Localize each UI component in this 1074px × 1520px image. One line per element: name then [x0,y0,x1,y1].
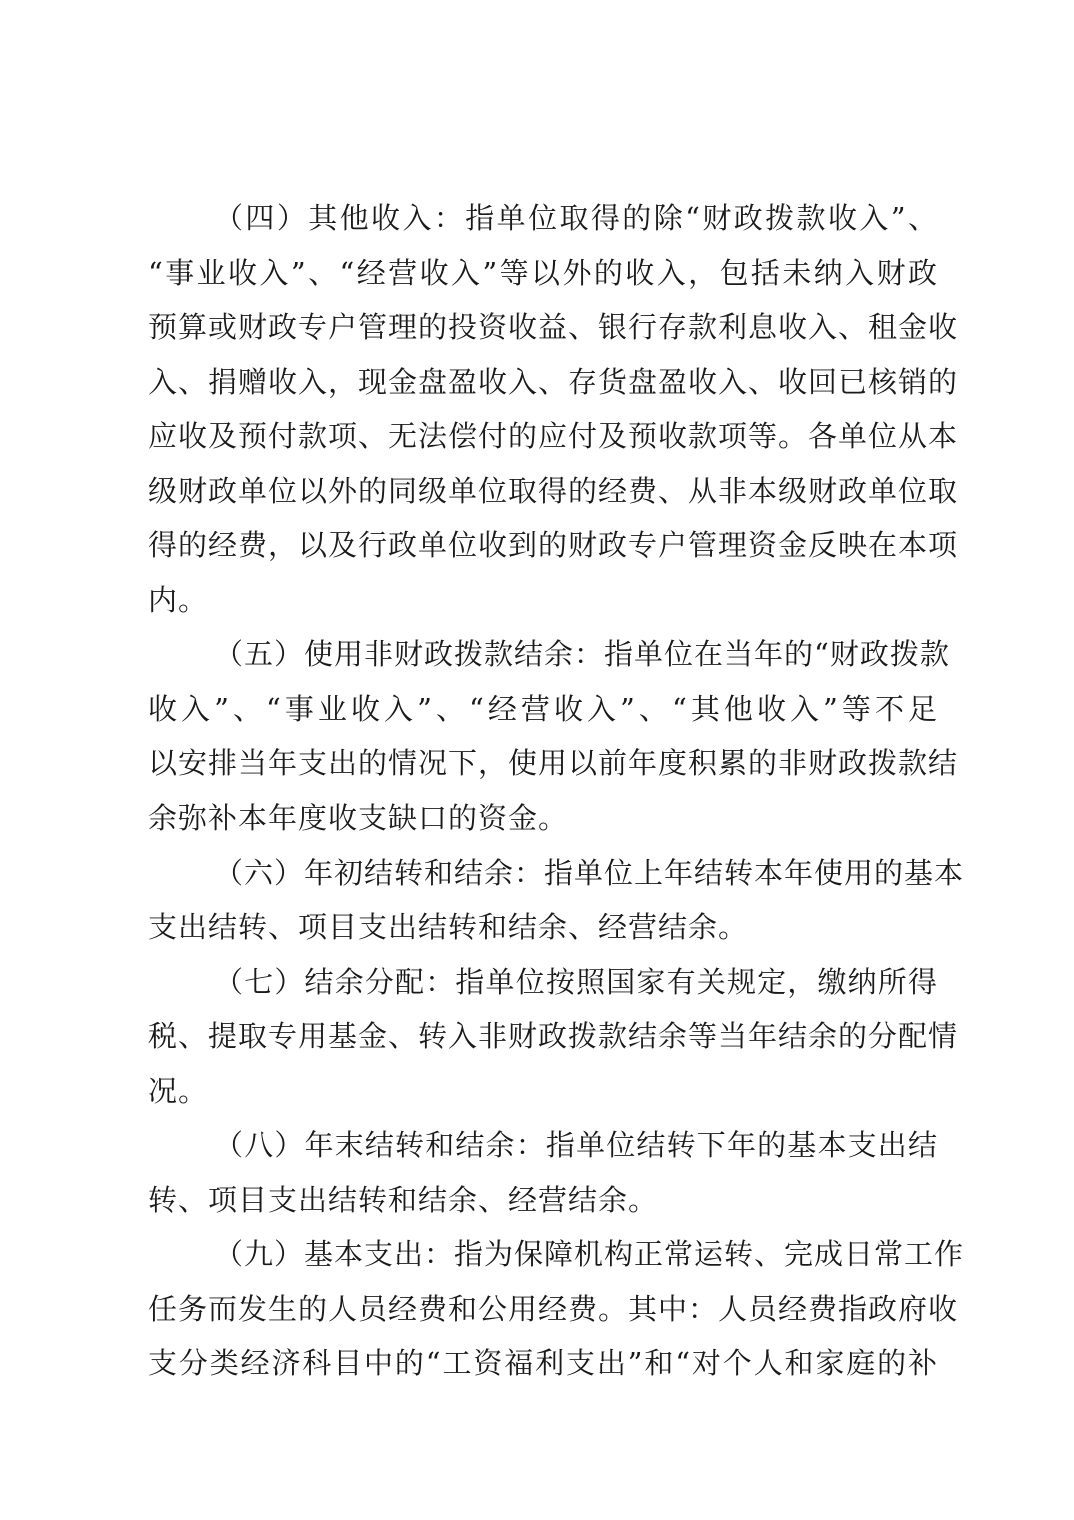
text-line: 况。 [148,1073,209,1108]
text-line: （七）结余分配：指单位按照国家有关规定，缴纳所得 [214,964,938,999]
document-page [148,191,965,1391]
text-line: 收入”、“事业收入”、“经营收入”、“其他收入”等不足 [148,691,938,726]
text-line: （八）年末结转和结余：指单位结转下年的基本支出结 [214,1128,938,1163]
text-line: 支出结转、项目支出结转和结余、经营结余。 [148,910,749,945]
text-line: 内。 [148,582,209,617]
text-line: 预算或财政专户管理的投资收益、银行存款利息收入、租金收 [148,310,959,345]
text-line: （四）其他收入：指单位取得的除“财政拨款收入”、 [214,201,938,235]
text-line: 应收及预付款项、无法偿付的应付及预收款项等。各单位从本 [148,419,959,454]
text-line: （五）使用非财政拨款结余：指单位在当年的“财政拨款 [214,637,950,672]
text-line: “事业收入”、“经营收入”等以外的收入，包括未纳入财政 [148,255,938,290]
text-line: 税、提取专用基金、转入非财政拨款结余等当年结余的分配情 [148,1019,959,1054]
text-line: （九）基本支出：指为保障机构正常运转、完成日常工作 [214,1237,965,1272]
text-line: 以安排当年支出的情况下，使用以前年度积累的非财政拨款结 [148,746,959,781]
text-line: 入、捐赠收入，现金盘盈收入、存货盘盈收入、收回已核销的 [148,364,959,399]
text-line: 转、项目支出结转和结余、经营结余。 [148,1182,659,1217]
text-line: 得的经费，以及行政单位收到的财政专户管理资金反映在本项 [148,528,959,563]
text-line: 任务而发生的人员经费和公用经费。其中：人员经费指政府收 [148,1291,959,1326]
text-line: 余弥补本年度收支缺口的资金。 [148,801,569,836]
text-line: （六）年初结转和结余：指单位上年结转本年使用的基本 [214,855,965,890]
text-line: 级财政单位以外的同级单位取得的经费、从非本级财政单位取 [148,473,959,508]
text-line: 支分类经济科目中的“工资福利支出”和“对个人和家庭的补 [148,1346,938,1381]
